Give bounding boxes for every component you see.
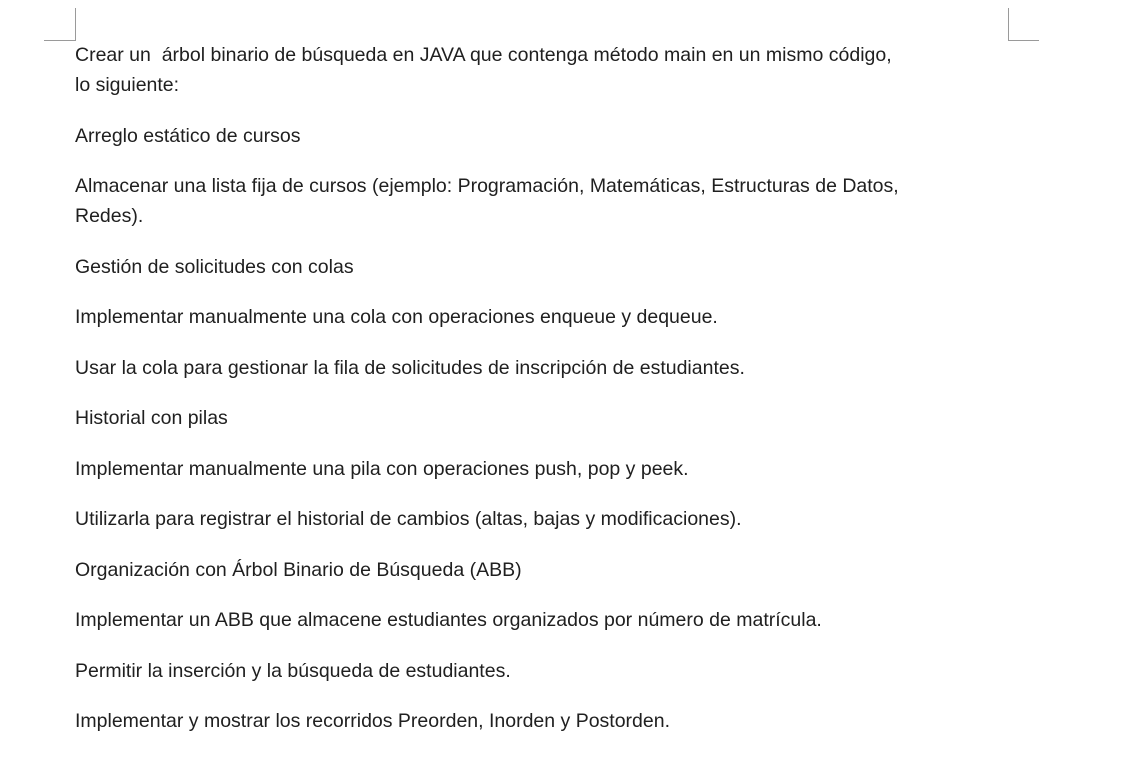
corner-mark-horizontal — [44, 40, 76, 41]
paragraph: Utilizarla para registrar el historial de cambios (altas, bajas y modificaciones). — [75, 508, 742, 530]
heading-stacks: Historial con pilas — [75, 407, 228, 429]
paragraph: Almacenar una lista fija de cursos (ejemplo: Programación, Matemáticas, Estructuras de Datos, Redes). — [75, 175, 899, 227]
heading-static-array: Arreglo estático de cursos — [75, 124, 301, 147]
paragraph: Permitir la inserción y la búsqueda de estudiantes. — [75, 659, 511, 682]
corner-mark-vertical — [75, 8, 76, 41]
document-body — [75, 40, 1035, 757]
intro-paragraph: Crear un árbol binario de búsqueda en JAVA que contenga método main en un mismo código, lo siguiente: — [75, 44, 892, 96]
paragraph: Implementar manualmente una cola con operaciones enqueue y dequeue. — [75, 306, 718, 328]
paragraph: Usar la cola para gestionar la fila de solicitudes de inscripción de estudiantes. — [75, 356, 745, 379]
corner-mark-vertical — [1008, 8, 1009, 41]
paragraph: Implementar manualmente una pila con operaciones push, pop y peek. — [75, 457, 689, 480]
paragraph: Implementar y mostrar los recorridos Preorden, Inorden y Postorden. — [75, 710, 671, 732]
paragraph: Implementar un ABB que almacene estudiantes organizados por número de matrícula. — [75, 609, 822, 631]
heading-bst: Organización con Árbol Binario de Búsqueda (ABB) — [75, 558, 522, 581]
heading-queues: Gestión de solicitudes con colas — [75, 255, 354, 278]
